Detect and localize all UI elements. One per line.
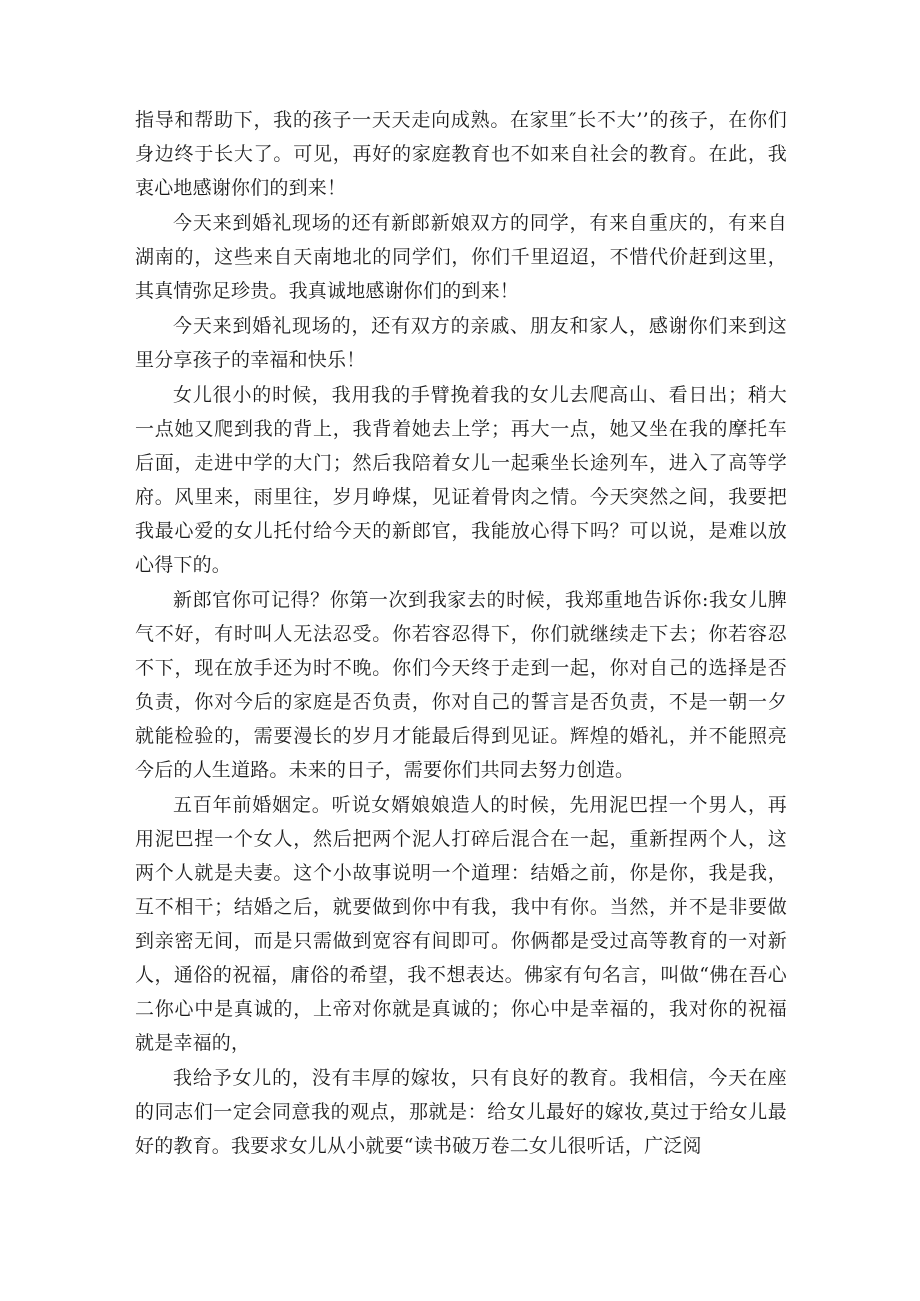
paragraph-5: 新郎官你可记得？你第一次到我家去的时候，我郑重地告诉你:我女儿脾气不好，有时叫人无法忍受。你若容忍得下，你们就继续走下去；你若容忍不下，现在放手还为时不晚。你们今天终于走到一起，你对自己的选择是否负责，你对今后的家庭是否负责，你对自己的誓言是否负责，不是一朝一夕就能检验的，需要漫长的岁月才能最后得到见证。辉煌的婚礼，并不能照亮今后的人生道路。未来的日子，需要你们共同去努力创造。	[135, 589, 787, 781]
paragraph-4: 女儿很小的时候，我用我的手臂挽着我的女儿去爬高山、看日出；稍大一点她又爬到我的背上，我背着她去上学；再大一点，她又坐在我的摩托车后面，走进中学的大门；然后我陪着女儿一起乘坐长途列车，进入了高等学府。风里来，雨里往，岁月峥煤，见证着骨肉之情。今天突然之间，我要把我最心爱的女儿托付给今天的新郎官，我能放心得下吗？可以说，是难以放心得下的。	[135, 384, 787, 576]
paragraph-2: 今天来到婚礼现场的还有新郎新娘双方的同学，有来自重庆的，有来自湖南的，这些来自天南地北的同学们，你们千里迢迢，不惜代价赶到这里，其真情弥足珍贵。我真诚地感谢你们的到来！	[135, 212, 787, 302]
paragraph-3: 今天来到婚礼现场的，还有双方的亲戚、朋友和家人，感谢你们来到这里分享孩子的幸福和快乐！	[135, 315, 787, 371]
paragraph-7: 我给予女儿的，没有丰厚的嫁妆，只有良好的教育。我相信，今天在座的同志们一定会同意我的观点，那就是：给女儿最好的嫁妆,莫过于给女儿最好的教育。我要求女儿从小就要“读书破万卷二女儿很听话，广泛阅	[135, 1067, 787, 1157]
paragraph-6: 五百年前婚姻定。听说女婿娘娘造人的时候，先用泥巴捏一个男人，再用泥巴捏一个女人，然后把两个泥人打碎后混合在一起，重新捏两个人，这两个人就是夫妻。这个小故事说明一个道理：结婚之前，你是你，我是我，互不相干；结婚之后，就要做到你中有我，我中有你。当然，并不是非要做到亲密无间，而是只需做到宽容有间即可。你俩都是受过高等教育的一对新人，通俗的祝福，庸俗的希望，我不想表达。佛家有句名言，叫做“佛在吾心二你心中是真诚的，上帝对你就是真诚的；你心中是幸福的，我对你的祝福就是幸福的，	[135, 794, 787, 1054]
document-page	[135, 103, 787, 1164]
paragraph-1: 指导和帮助下，我的孩子一天天走向成熟。在家里″长不大’’的孩子，在你们身边终于长大了。可见，再好的家庭教育也不如来自社会的教育。在此，我衷心地感谢你们的到来！	[135, 109, 787, 199]
